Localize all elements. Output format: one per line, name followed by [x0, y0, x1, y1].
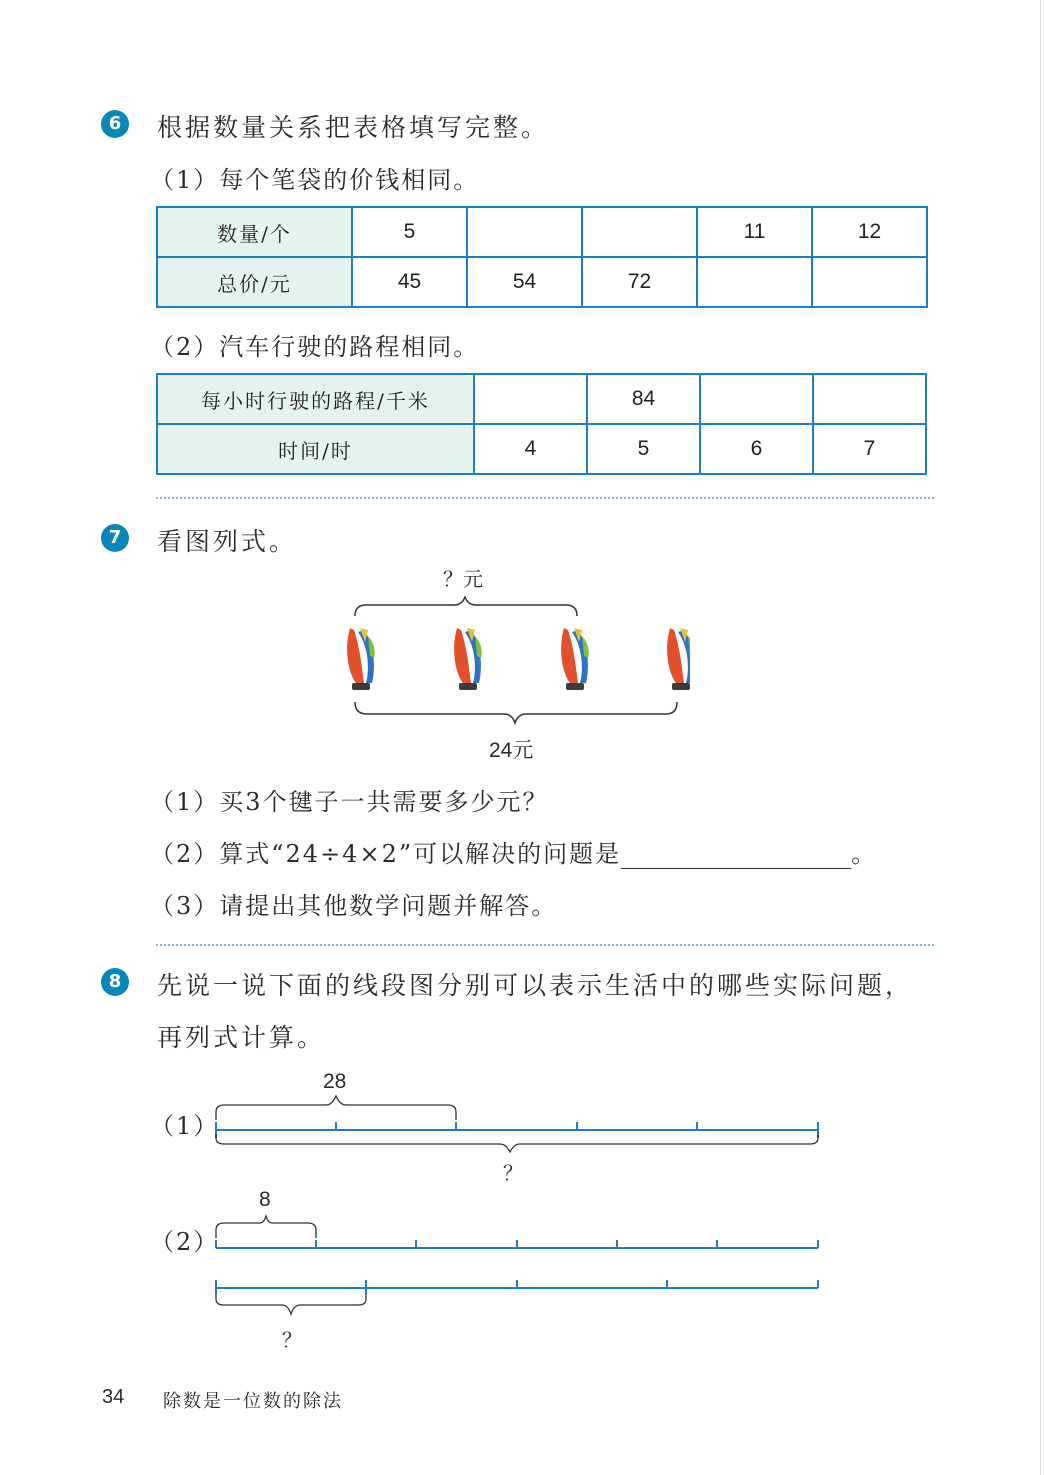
table-cell[interactable]: 11: [697, 207, 812, 257]
table-cell[interactable]: 4: [474, 424, 587, 474]
bottom-brace: [216, 1134, 818, 1152]
table-cell[interactable]: 5: [352, 207, 467, 257]
table-cell[interactable]: [697, 257, 812, 307]
top-brace: [216, 1216, 316, 1238]
diagram-1-label: （1）: [150, 1112, 220, 1140]
question-8-text-line2: 再列式计算。: [157, 1023, 326, 1052]
table-cell[interactable]: 5: [587, 424, 700, 474]
question-6-text: 根据数量关系把表格填写完整。: [157, 113, 550, 142]
page-edge: [1040, 0, 1041, 1475]
diagram-2-unknown: ？: [282, 1328, 302, 1352]
question-number-8: 8: [101, 968, 129, 996]
diagram-2-top-value: 8: [259, 1188, 271, 1211]
top-brace: [216, 1096, 456, 1120]
table-cell[interactable]: 7: [813, 424, 926, 474]
question-6-part1-label: （1）每个笔袋的价钱相同。: [150, 166, 480, 194]
page-number: 34: [102, 1386, 125, 1408]
table-head-distance-per-hour: 每小时行驶的路程/千米: [157, 374, 474, 424]
question-7-sub2-text: （2）算式“24÷4×2”可以解决的问题是: [150, 840, 622, 868]
question-8-text-line1: 先说一说下面的线段图分别可以表示生活中的哪些实际问题，: [157, 971, 914, 1000]
table-cell[interactable]: [813, 374, 926, 424]
answer-blank[interactable]: [621, 842, 851, 869]
table-cell[interactable]: [467, 207, 582, 257]
section-divider: [156, 944, 934, 946]
chapter-title: 除数是一位数的除法: [163, 1391, 343, 1412]
table-cell[interactable]: 6: [700, 424, 813, 474]
table-car-travel: [156, 373, 927, 475]
table-cell[interactable]: 72: [582, 257, 697, 307]
table-row: [157, 257, 927, 307]
table-head-quantity: 数量/个: [157, 207, 352, 257]
table-cell[interactable]: [700, 374, 813, 424]
table-cell[interactable]: 45: [352, 257, 467, 307]
question-7-sub1: （1）买3个毽子一共需要多少元？: [150, 788, 549, 816]
shuttlecock-diagram: [340, 596, 690, 726]
bottom-brace: [216, 1294, 366, 1314]
table-head-time: 时间/时: [157, 424, 474, 474]
section-divider: [156, 497, 934, 499]
question-number-7: 7: [101, 524, 129, 552]
table-head-total-price: 总价/元: [157, 257, 352, 307]
table-cell[interactable]: 12: [812, 207, 927, 257]
table-cell[interactable]: [582, 207, 697, 257]
price-unknown-label: ？元: [443, 567, 483, 591]
diagram-1-unknown: ？: [503, 1161, 523, 1185]
table-cell[interactable]: 54: [467, 257, 582, 307]
shuttlecock-icon: [561, 628, 589, 690]
shuttlecock-icon: [347, 628, 375, 690]
question-6-part2-label: （2）汽车行驶的路程相同。: [150, 333, 480, 361]
question-number-6: 6: [101, 110, 129, 138]
table-cell[interactable]: [474, 374, 587, 424]
bottom-brace: [355, 702, 677, 723]
diagram-2-label: （2）: [150, 1228, 220, 1256]
diagram-1-top-value: 28: [323, 1070, 347, 1093]
segment-diagram-2: [210, 1210, 825, 1324]
table-row: [157, 207, 927, 257]
question-7-sub2: [150, 834, 877, 869]
shuttlecock-icon: [667, 628, 690, 690]
table-cell[interactable]: 84: [587, 374, 700, 424]
question-7-text: 看图列式。: [157, 527, 298, 556]
total-price-label: 24元: [489, 739, 534, 762]
shuttlecock-icon: [454, 628, 482, 690]
question-7-sub3: （3）请提出其他数学问题并解答。: [150, 892, 558, 920]
top-brace: [355, 597, 577, 616]
table-row: [157, 424, 926, 474]
table-row: [157, 374, 926, 424]
question-7-sub2-end: 。: [851, 840, 878, 868]
table-cell[interactable]: [812, 257, 927, 307]
table-pencil-case: [156, 206, 928, 308]
segment-diagram-1: [210, 1092, 825, 1154]
